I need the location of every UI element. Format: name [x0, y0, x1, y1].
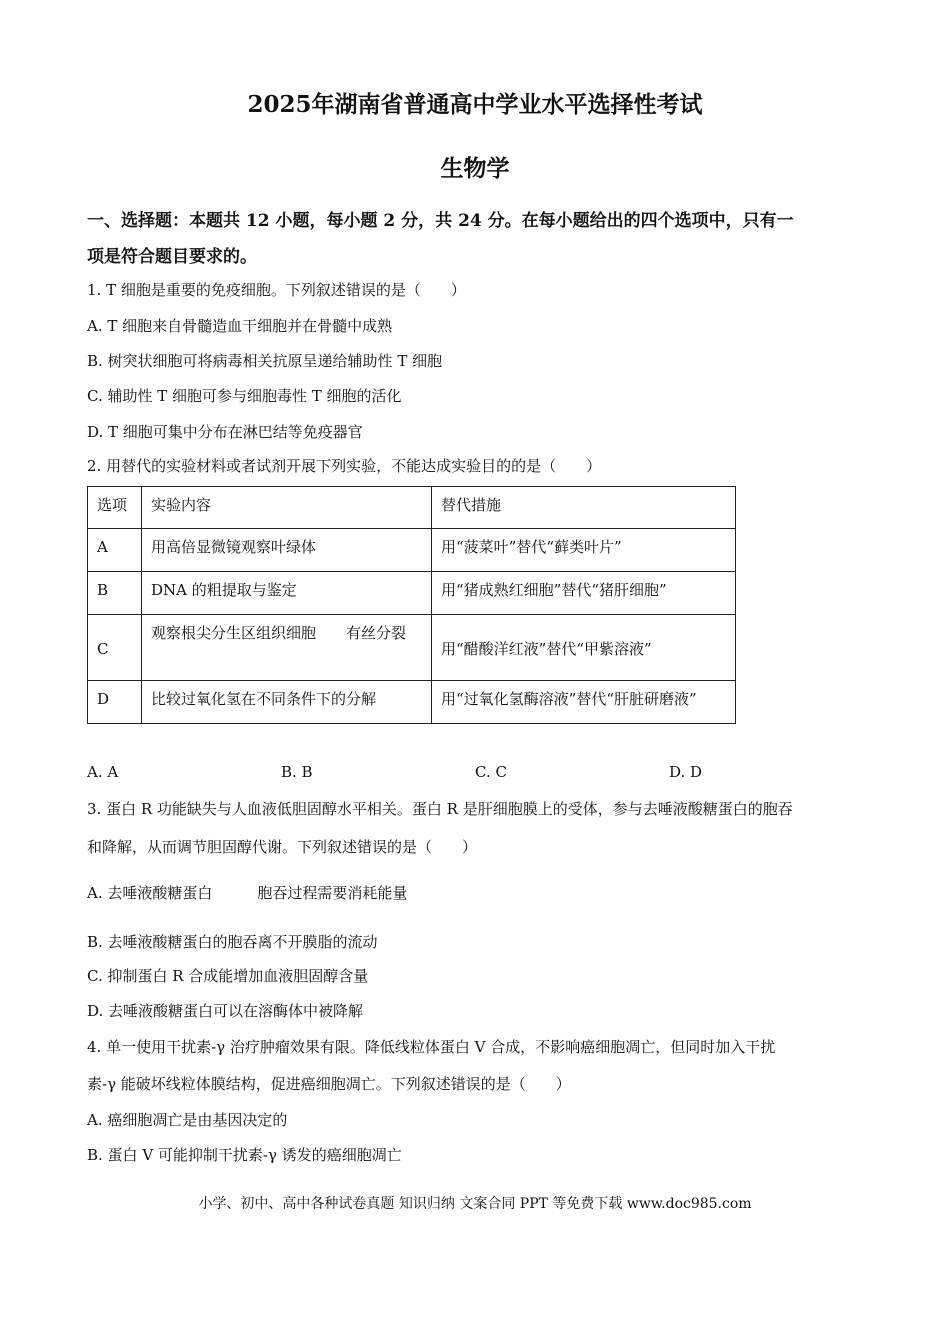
q3-option-a: A. 去唾液酸糖蛋白 胞吞过程需要消耗能量	[87, 884, 408, 902]
table-row	[88, 529, 736, 572]
table-cell: A	[88, 529, 142, 572]
table-cell: C	[88, 615, 142, 681]
q2-table	[87, 486, 736, 724]
table-cell: 用高倍显微镜观察叶绿体	[142, 529, 432, 572]
page-footer: 小学、初中、高中各种试卷真题 知识归纳 文案合同 PPT 等免费下载 www.doc985.com	[198, 1196, 752, 1212]
q3-option-c: C. 抑制蛋白 R 合成能增加血液胆固醇含量	[87, 967, 369, 985]
q2-option-c: C. C	[475, 763, 507, 781]
q3-stem-line1: 3. 蛋白 R 功能缺失与人血液低胆固醇水平相关。蛋白 R 是肝细胞膜上的受体，参与去唾液酸糖蛋白的胞吞	[87, 800, 793, 818]
table-cell: 用“猪成熟红细胞”替代“猪肝细胞”	[432, 572, 736, 615]
table-header-cell: 替代措施	[432, 487, 736, 529]
table-row	[88, 615, 736, 681]
q4-option-a: A. 癌细胞凋亡是由基因决定的	[87, 1111, 288, 1129]
table-header-row	[88, 487, 736, 529]
q1-option-b: B. 树突状细胞可将病毒相关抗原呈递给辅助性 T 细胞	[87, 352, 443, 370]
q2-option-b: B. B	[281, 763, 313, 781]
section-heading-line2: 项是符合题目要求的。	[87, 247, 257, 267]
q4-stem-line1: 4. 单一使用干扰素-γ 治疗肿瘤效果有限。降低线粒体蛋白 V 合成，不影响癌细胞凋亡，但同时加入干扰	[87, 1038, 776, 1056]
table-cell: 用“过氧化氢酶溶液”替代“肝脏研磨液”	[432, 681, 736, 724]
table-cell: B	[88, 572, 142, 615]
table-cell: 比较过氧化氢在不同条件下的分解	[142, 681, 432, 724]
table-cell: 用“菠菜叶”替代“藓类叶片”	[432, 529, 736, 572]
q3-stem-line2: 和降解，从而调节胆固醇代谢。下列叙述错误的是（ ）	[87, 838, 478, 856]
table-cell: 用“醋酸洋红液”替代“甲紫溶液”	[432, 615, 736, 681]
q1-option-a: A. T 细胞来自骨髓造血干细胞并在骨髓中成熟	[87, 317, 393, 335]
q4-stem-line2: 素-γ 能破坏线粒体膜结构，促进癌细胞凋亡。下列叙述错误的是（ ）	[87, 1075, 571, 1093]
table-cell: DNA 的粗提取与鉴定	[142, 572, 432, 615]
exam-title: 2025年湖南省普通高中学业水平选择性考试	[247, 91, 703, 118]
q2-stem: 2. 用替代的实验材料或者试剂开展下列实验，不能达成实验目的的是（ ）	[87, 457, 602, 475]
table-header-cell: 选项	[88, 487, 142, 529]
table-row	[88, 681, 736, 724]
q4-option-b: B. 蛋白 V 可能抑制干扰素-γ 诱发的癌细胞凋亡	[87, 1146, 402, 1164]
section-heading-line1: 一、选择题：本题共 12 小题，每小题 2 分，共 24 分。在每小题给出的四个选项中，只有一	[87, 211, 794, 231]
table-cell: 观察根尖分生区组织细胞 有丝分裂	[142, 615, 432, 681]
q3-option-b: B. 去唾液酸糖蛋白的胞吞离不开膜脂的流动	[87, 933, 378, 951]
q1-option-c: C. 辅助性 T 细胞可参与细胞毒性 T 细胞的活化	[87, 387, 402, 405]
q3-option-d: D. 去唾液酸糖蛋白可以在溶酶体中被降解	[87, 1002, 364, 1020]
q1-stem: 1. T 细胞是重要的免疫细胞。下列叙述错误的是（ ）	[87, 281, 466, 299]
q2-option-a: A. A	[87, 763, 119, 781]
q2-option-d: D. D	[669, 763, 703, 781]
subject-title: 生物学	[440, 155, 510, 182]
table-cell: D	[88, 681, 142, 724]
table-header-cell: 实验内容	[142, 487, 432, 529]
table-row	[88, 572, 736, 615]
q1-option-d: D. T 细胞可集中分布在淋巴结等免疫器官	[87, 423, 363, 441]
